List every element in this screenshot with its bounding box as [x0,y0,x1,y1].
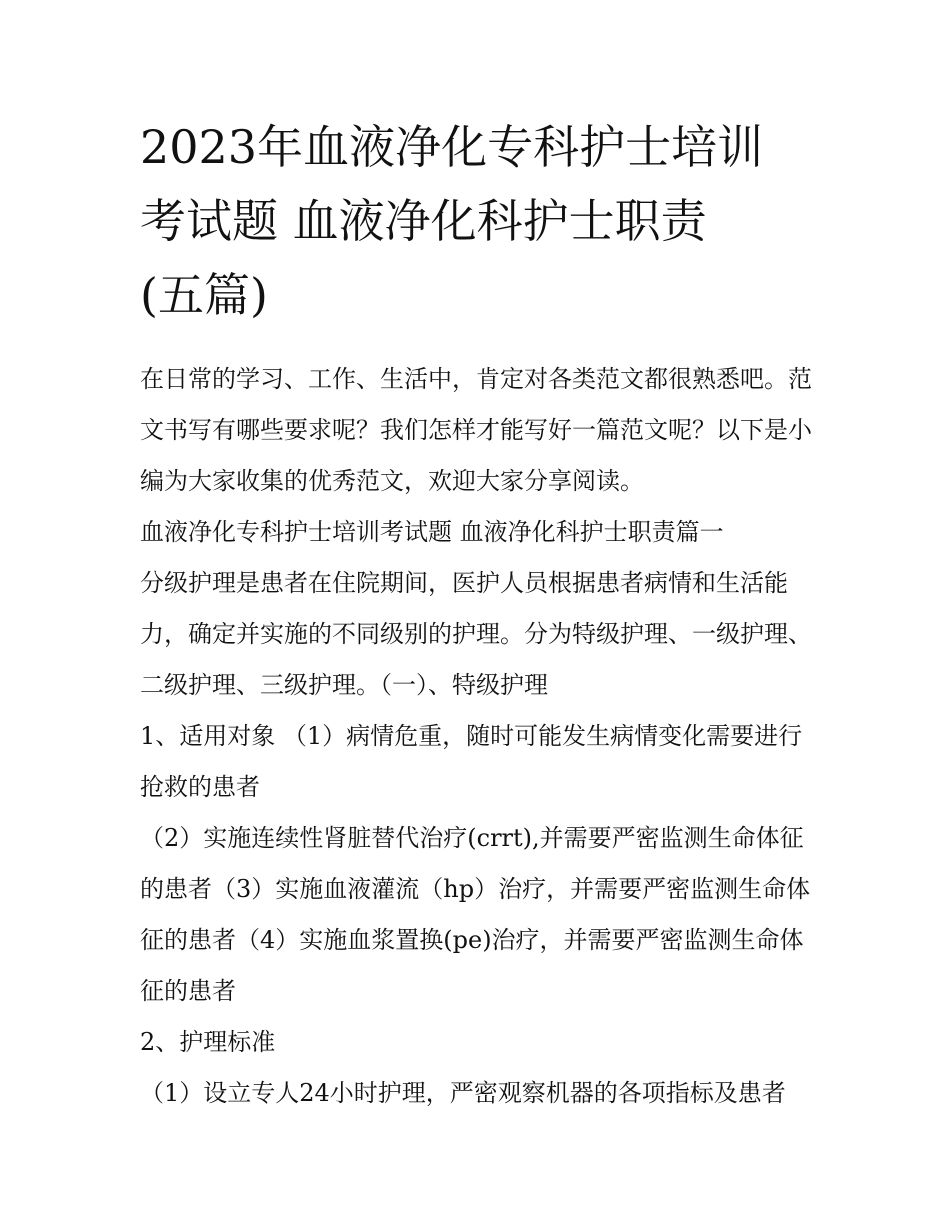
body-paragraph: （2）实施连续性肾脏替代治疗(crrt),并需要严密监测生命体征的患者（3）实施血液灌流（hp）治疗，并需要严密监测生命体征的患者（4）实施血浆置换(pe)治疗，并需要严密监测生命体征的患者 [140,824,811,1005]
document-title [140,110,820,332]
subheading: 2、护理标准 [140,1028,276,1056]
title-line-3: (五篇) [140,268,268,322]
title-line-2: 考试题 血液净化科护士职责 [140,194,707,248]
document-body [140,354,820,1119]
intro-paragraph: 在日常的学习、工作、生活中，肯定对各类范文都很熟悉吧。范文书写有哪些要求呢？我们怎样才能写好一篇范文呢？以下是小编为大家收集的优秀范文，欢迎大家分享阅读。 [140,365,812,495]
body-paragraph: 分级护理是患者在住院期间，医护人员根据患者病情和生活能力，确定并实施的不同级别的护理。分为特级护理、一级护理、二级护理、三级护理。（一）、特级护理 [140,569,812,699]
body-paragraph: 1、适用对象 （1）病情危重，随时可能发生病情变化需要进行抢救的患者 [140,722,803,801]
section-heading: 血液净化专科护士培训考试题 血液净化科护士职责篇一 [140,518,724,546]
body-paragraph: （1）设立专人24小时护理，严密观察机器的各项指标及患者 [140,1079,786,1107]
title-line-1: 2023年血液净化专科护士培训 [140,120,764,174]
